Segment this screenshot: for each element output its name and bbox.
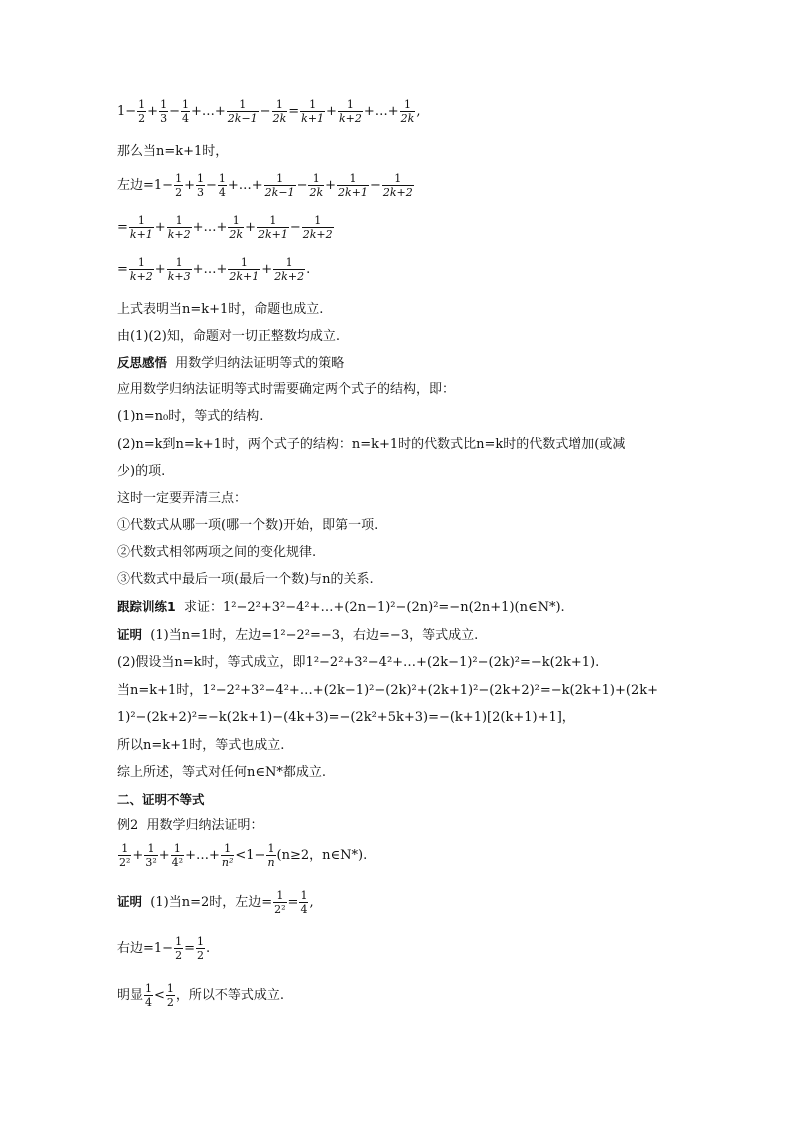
conclusion-line: 明显 $\frac{1}{4}$ < $\frac{1}{2}$ ，所以不等式成立. — [117, 982, 285, 1009]
fraction: $\frac{1}{\text{n²}}$ — [221, 842, 234, 869]
fraction: $\frac{1}{\text{2²}}$ — [274, 889, 286, 916]
text-line-20: 当n=k+1时，1²−2²+3²−4²+…+(2k−1)²−(2k)²+(2k+1)²−(2k+2)²=−k(2k+1)+(2k+ — [117, 683, 659, 698]
text-line-22: 所以n=k+1时，等式也成立. — [117, 738, 285, 753]
proof-line — [117, 627, 478, 644]
text: 1− — [117, 104, 137, 119]
fraction: $\frac{1}{2k}$ — [309, 172, 324, 199]
text-line-10: (1)n=n₀时，等式的结构. — [117, 409, 264, 424]
fraction: $\frac{1}{2k+2}$ — [274, 256, 305, 283]
fraction: $\frac{1}{2}$ — [166, 982, 174, 1009]
fraction: $\frac{1}{2k}$ — [229, 214, 244, 241]
fraction: $\frac{1}{4}$ — [218, 172, 226, 199]
text-line-12: 少)的项. — [117, 464, 166, 479]
proof-step-1: (1)当n=1时，左边=1²−2²=−3，右边=−3，等式成立. — [150, 628, 479, 643]
reflection-heading — [117, 355, 344, 372]
text-line-23: 综上所述，等式对任何n∈N*都成立. — [117, 765, 327, 780]
fraction: $\frac{1}{k+2}$ — [338, 98, 362, 125]
fraction: $\frac{1}{2k}$ — [400, 98, 415, 125]
fraction: $\frac{1}{3}$ — [196, 172, 204, 199]
section-heading: 二、证明不等式 — [117, 792, 205, 807]
equation-line-4: = $\frac{1}{k+1}$ + $\frac{1}{k+2}$ +…+ $\frac{1}{2k}$ + $\frac{1}{2k+1}$ − $\frac{1}{2k+2}$ — [117, 214, 333, 241]
fraction: $\frac{1}{2k-1}$ — [264, 172, 295, 199]
proof-label: 证明 — [117, 627, 143, 642]
text-line-6: 上式表明当n=k+1时，命题也成立. — [117, 302, 324, 317]
fraction: $\frac{1}{k+1}$ — [301, 98, 325, 125]
fraction: $\frac{1}{2k-1}$ — [227, 98, 258, 125]
text-line-9: 应用数学归纳法证明等式时需要确定两个式子的结构，即： — [117, 382, 456, 397]
exercise-label: 跟踪训练1 — [117, 599, 176, 614]
text-line-2: 那么当n=k+1时， — [117, 144, 229, 159]
proof-label: 证明 — [117, 894, 143, 909]
fraction: $\frac{1}{n}$ — [267, 842, 275, 869]
text-line-11: (2)n=k到n=k+1时，两个式子的结构：n=k+1时的代数式比n=k时的代数式增加(或减 — [117, 437, 626, 452]
proof-line-2: 证明 (1)当n=2时，左边= $\frac{1}{\text{2²}}$ = $\frac{1}{4}$ , — [117, 889, 314, 916]
fraction: $\frac{1}{2}$ — [138, 98, 146, 125]
fraction: $\frac{1}{2}$ — [175, 935, 183, 962]
fraction: $\frac{1}{2}$ — [196, 935, 204, 962]
text-line-16: ③代数式中最后一项(最后一个数)与n的关系. — [117, 572, 374, 587]
exercise-statement: 求证：1²−2²+3²−4²+…+(2n−1)²−(2n)²=−n(2n+1)(n∈N*). — [183, 600, 565, 615]
right-side-line: 右边=1− $\frac{1}{2}$ = $\frac{1}{2}$ . — [117, 935, 211, 962]
inequality-line: $\frac{1}{\text{2²}}$ + $\frac{1}{\text{3²}}$ + $\frac{1}{\text{4²}}$ +…+ $\frac{1}{\text{n²}}$ <1− $\frac{1}{n}$ (n≥2，n∈N*). — [119, 842, 368, 869]
fraction: $\frac{1}{k+1}$ — [129, 214, 153, 241]
fraction: $\frac{1}{k+2}$ — [129, 256, 153, 283]
exercise-line — [117, 599, 565, 616]
fraction: $\frac{1}{2k+2}$ — [382, 172, 413, 199]
equation-line-1: 1− $\frac{1}{2}$ + $\frac{1}{3}$ − $\frac{1}{4}$ +…+ $\frac{1}{2k-1}$ − $\frac{1}{2k}$ = $\frac{1}{k+1}$ + $\frac{1}{k+2}$ +…+ $\frac{1}{2k}$ , — [117, 98, 421, 125]
reflection-label: 反思感悟 — [117, 355, 168, 370]
example-statement: 用数学归纳法证明： — [146, 818, 264, 833]
fraction: $\frac{1}{4}$ — [300, 889, 308, 916]
equation-line-5: = $\frac{1}{k+2}$ + $\frac{1}{k+3}$ +…+ $\frac{1}{2k+1}$ + $\frac{1}{2k+2}$ . — [117, 256, 311, 283]
fraction: $\frac{1}{2k+2}$ — [302, 214, 333, 241]
fraction: $\frac{1}{\text{4²}}$ — [171, 842, 184, 869]
fraction: $\frac{1}{2k+1}$ — [257, 214, 288, 241]
reflection-title: 用数学归纳法证明等式的策略 — [175, 356, 345, 371]
example-line — [117, 818, 264, 834]
text-line-19: (2)假设当n=k时，等式成立，即1²−2²+3²−4²+…+(2k−1)²−(2k)²=−k(2k+1). — [117, 655, 600, 670]
fraction: $\frac{1}{4}$ — [181, 98, 189, 125]
fraction: $\frac{1}{2k+1}$ — [338, 172, 368, 199]
text-line-14: ①代数式从哪一项(哪一个数)开始，即第一项. — [117, 518, 379, 533]
fraction: $\frac{1}{2k+1}$ — [229, 256, 260, 283]
example-label: 例2 — [117, 818, 139, 833]
fraction: $\frac{1}{k+3}$ — [167, 256, 191, 283]
fraction: $\frac{1}{4}$ — [145, 982, 153, 1009]
text-line-21: 1)²−(2k+2)²=−k(2k+1)−(4k+3)=−(2k²+5k+3)=−(k+1)[2(k+1)+1]， — [117, 710, 575, 725]
fraction: $\frac{1}{3}$ — [160, 98, 168, 125]
text-line-7: 由(1)(2)知，命题对一切正整数均成立. — [117, 329, 340, 344]
fraction: $\frac{1}{k+2}$ — [167, 214, 191, 241]
fraction: $\frac{1}{2k}$ — [272, 98, 287, 125]
text-line-15: ②代数式相邻两项之间的变化规律. — [117, 545, 317, 560]
fraction: $\frac{1}{\text{2²}}$ — [119, 842, 131, 869]
equation-line-3: 左边=1− $\frac{1}{2}$ + $\frac{1}{3}$ − $\frac{1}{4}$ +…+ $\frac{1}{2k-1}$ − $\frac{1}{2k}$ + $\frac{1}{2k+1}$ − $\frac{1}{2k+2}$ — [117, 172, 413, 199]
text-line-13: 这时一定要弄清三点： — [117, 491, 248, 506]
fraction: $\frac{1}{2}$ — [175, 172, 183, 199]
fraction: $\frac{1}{\text{3²}}$ — [145, 842, 157, 869]
